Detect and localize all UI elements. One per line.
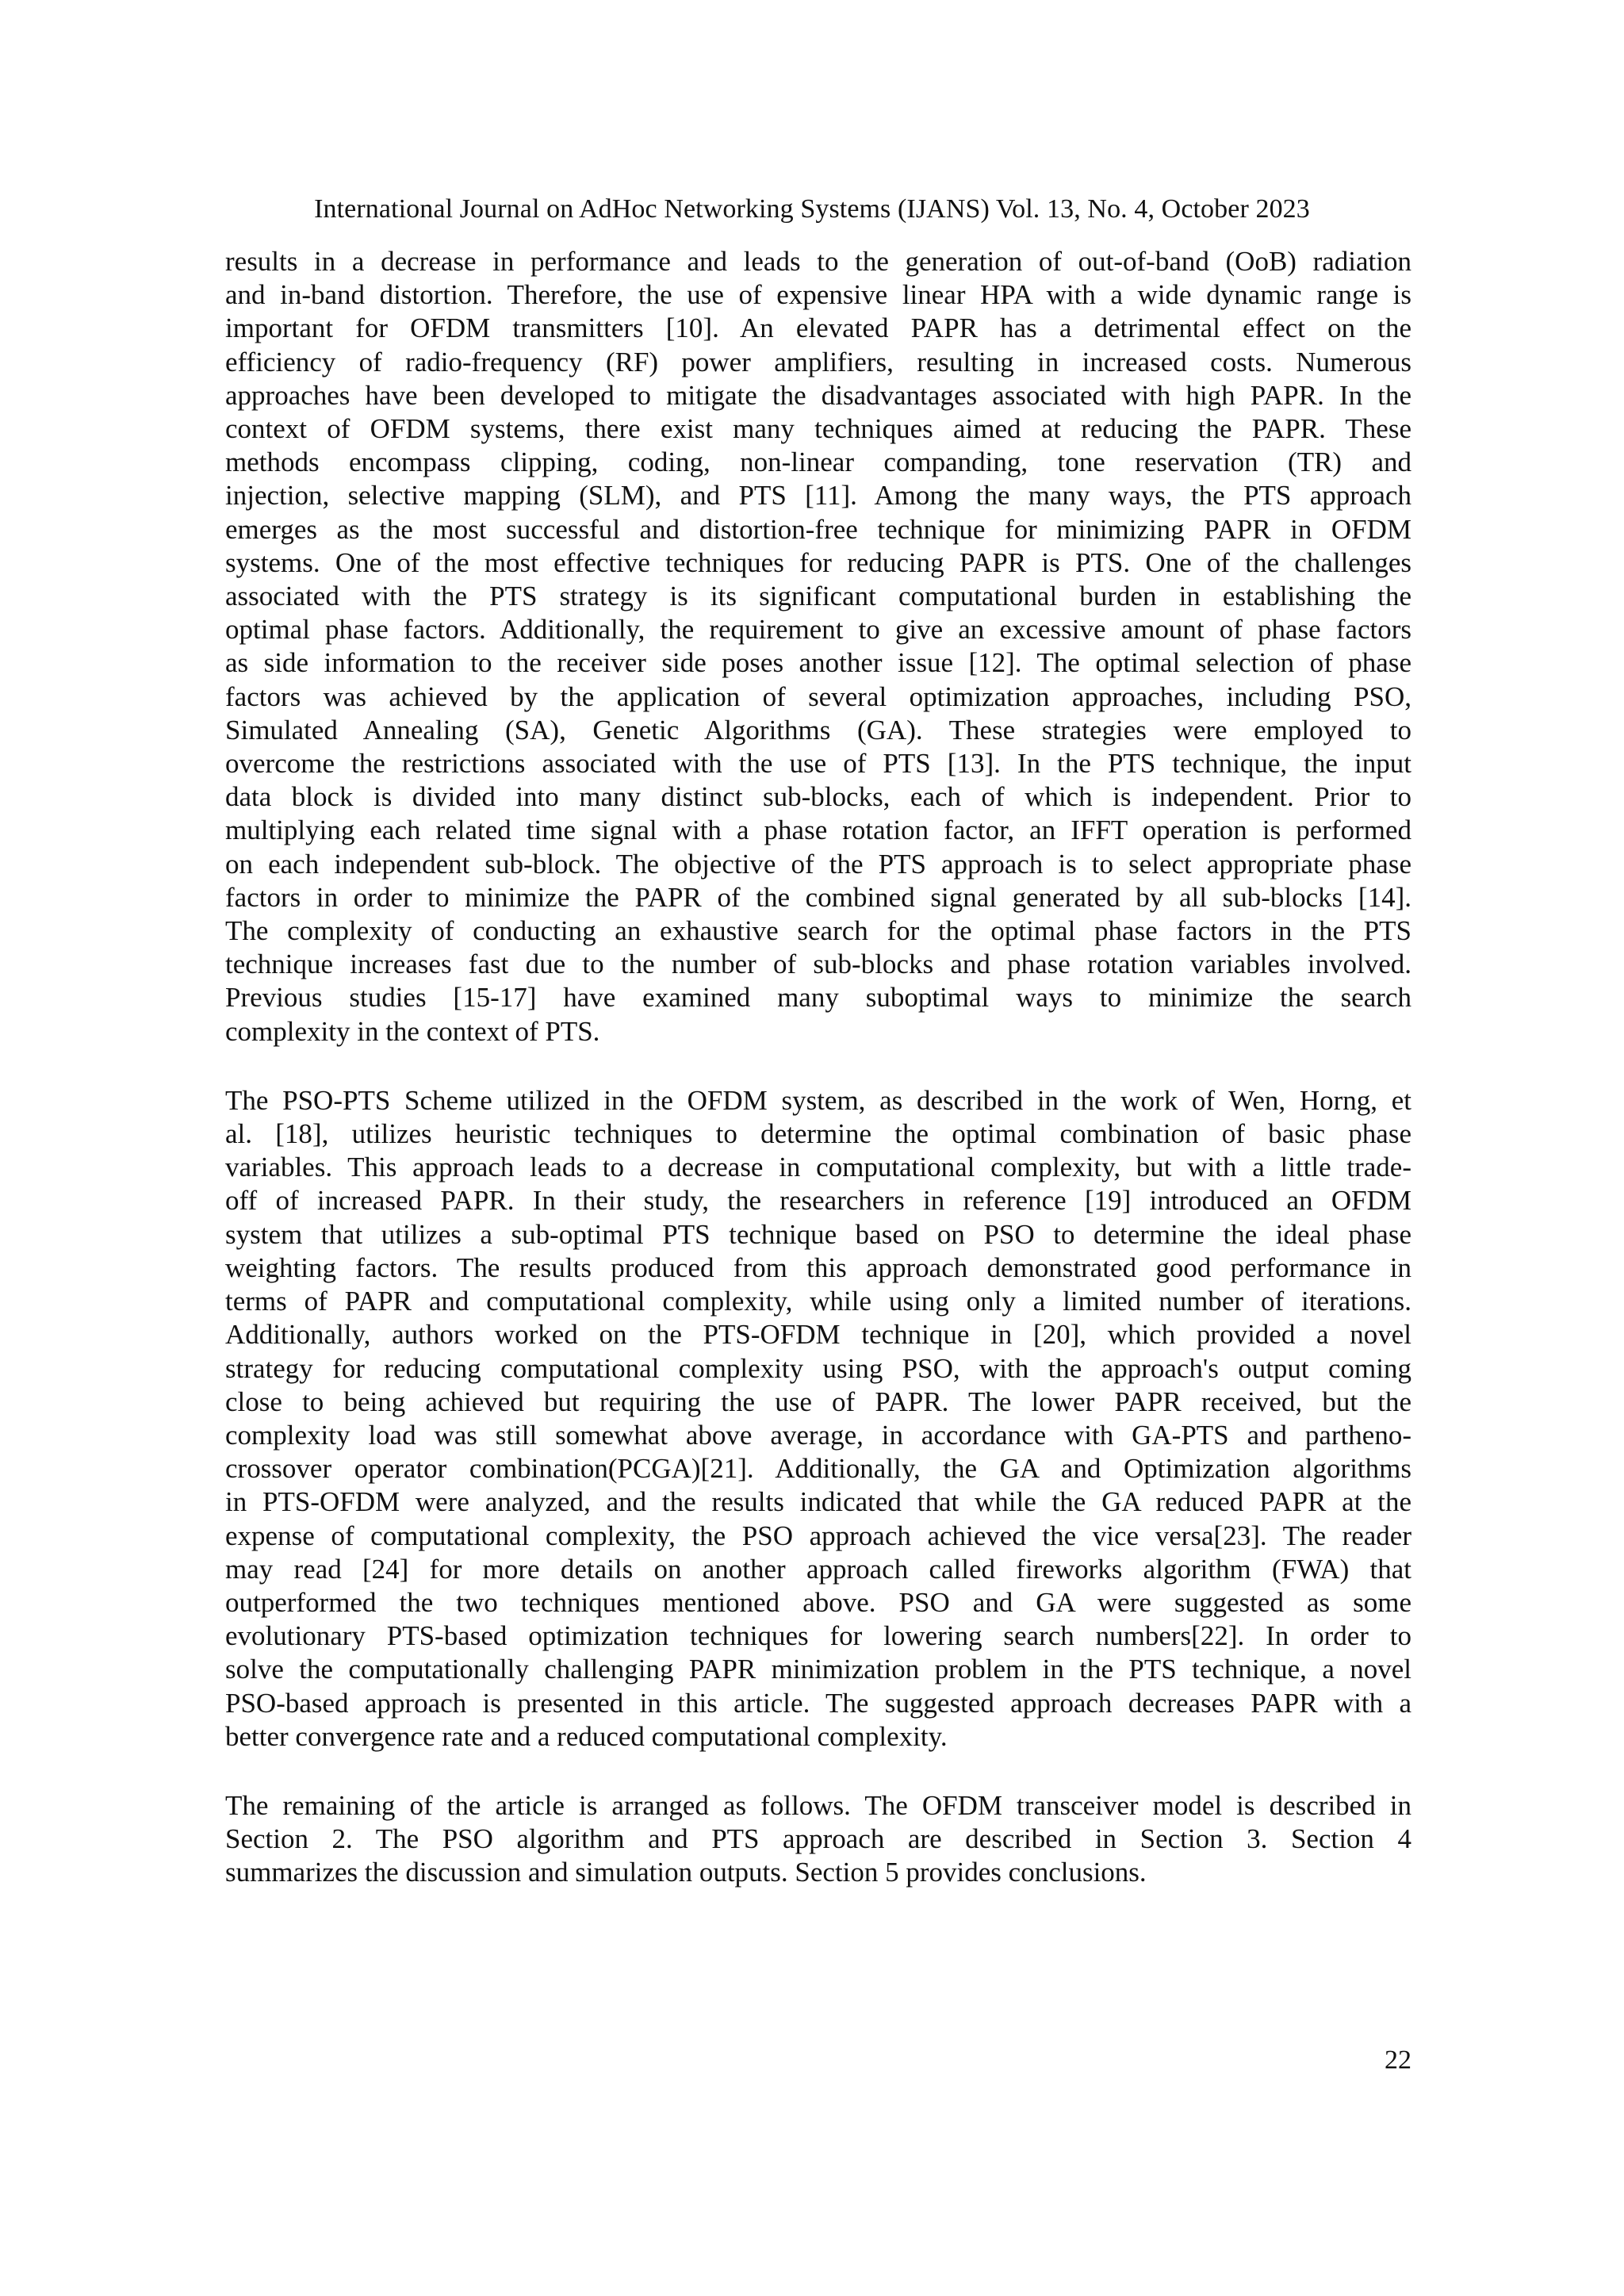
text-line: al. [18], utilizes heuristic techniques to determine the optimal combination of basic phase — [225, 1118, 1411, 1150]
text-line: The remaining of the article is arranged as follows. The OFDM transceiver model is described in — [225, 1789, 1411, 1821]
text-line: Additionally, authors worked on the PTS-OFDM technique in [20], which provided a novel — [225, 1319, 1411, 1351]
text-line: overcome the restrictions associated with the use of PTS [13]. In the PTS technique, the input — [225, 748, 1411, 780]
text-line: optimal phase factors. Additionally, the requirement to give an excessive amount of phase factors — [225, 614, 1411, 646]
text-line: close to being achieved but requiring the use of PAPR. The lower PAPR received, but the — [225, 1386, 1411, 1417]
text-line: weighting factors. The results produced from this approach demonstrated good performance in — [225, 1251, 1411, 1283]
text-line: important for OFDM transmitters [10]. An elevated PAPR has a detrimental effect on the — [225, 312, 1411, 344]
text-line: on each independent sub-block. The objective of the PTS approach is to select appropriate phase — [225, 848, 1411, 880]
text-line: Section 2. The PSO algorithm and PTS approach are described in Section 3. Section 4 — [225, 1823, 1411, 1855]
text-line: methods encompass clipping, coding, non-linear companding, tone reservation (TR) and — [225, 447, 1411, 478]
text-line: in PTS-OFDM were analyzed, and the results indicated that while the GA reduced PAPR at the — [225, 1486, 1411, 1518]
text-line: system that utilizes a sub-optimal PTS technique based on PSO to determine the ideal phase — [225, 1218, 1411, 1250]
text-line: associated with the PTS strategy is its significant computational burden in establishing the — [225, 581, 1411, 612]
text-line: off of increased PAPR. In their study, the researchers in reference [19] introduced an OFDM — [225, 1185, 1411, 1217]
text-line: expense of computational complexity, the PSO approach achieved the vice versa[23]. The reader — [225, 1520, 1411, 1551]
text-line: Simulated Annealing (SA), Genetic Algorithms (GA). These strategies were employed to — [225, 714, 1411, 746]
text-line: crossover operator combination(PCGA)[21]. Additionally, the GA and Optimization algorithms — [225, 1453, 1411, 1485]
paragraph-ptsr-background — [225, 245, 1411, 1048]
article-body — [225, 245, 1411, 1890]
running-header: International Journal on AdHoc Networking Systems (IJANS) Vol. 13, No. 4, October 2023 — [314, 194, 1310, 224]
text-line: data block is divided into many distinct sub-blocks, each of which is independent. Prior to — [225, 781, 1411, 813]
text-line: solve the computationally challenging PAPR minimization problem in the PTS technique, a novel — [225, 1654, 1411, 1685]
paragraph-article-outline — [225, 1789, 1411, 1890]
paragraph-related-work — [225, 1084, 1411, 1754]
text-line: Previous studies [15-17] have examined many suboptimal ways to minimize the search — [225, 982, 1411, 1014]
text-line: complexity load was still somewhat above average, in accordance with GA-PTS and partheno- — [225, 1419, 1411, 1451]
text-line: factors was achieved by the application of several optimization approaches, including PSO, — [225, 680, 1411, 712]
text-line: terms of PAPR and computational complexity, while using only a limited number of iterations. — [225, 1286, 1411, 1317]
text-line: may read [24] for more details on another approach called fireworks algorithm (FWA) that — [225, 1553, 1411, 1585]
text-line: better convergence rate and a reduced computational complexity. — [225, 1720, 948, 1752]
text-line: and in-band distortion. Therefore, the use of expensive linear HPA with a wide dynamic range is — [225, 279, 1411, 311]
text-line: outperformed the two techniques mentioned above. PSO and GA were suggested as some — [225, 1586, 1411, 1618]
text-line: as side information to the receiver side poses another issue [12]. The optimal selection of phase — [225, 647, 1411, 679]
text-line: approaches have been developed to mitigate the disadvantages associated with high PAPR. In the — [225, 379, 1411, 411]
page-number: 22 — [1385, 2045, 1411, 2075]
paragraph-spacer — [225, 1754, 1411, 1789]
text-line: summarizes the discussion and simulation outputs. Section 5 provides conclusions. — [225, 1857, 1147, 1888]
text-line: evolutionary PTS-based optimization techniques for lowering search numbers[22]. In order to — [225, 1620, 1411, 1652]
text-line: factors in order to minimize the PAPR of the combined signal generated by all sub-blocks [14]. — [225, 881, 1411, 913]
text-line: variables. This approach leads to a decrease in computational complexity, but with a little trade- — [225, 1152, 1411, 1183]
text-line: results in a decrease in performance and leads to the generation of out-of-band (OoB) radiation — [225, 246, 1411, 277]
text-line: The complexity of conducting an exhaustive search for the optimal phase factors in the PTS — [225, 915, 1411, 947]
text-line: strategy for reducing computational complexity using PSO, with the approach's output coming — [225, 1352, 1411, 1384]
text-line: systems. One of the most effective techniques for reducing PAPR is PTS. One of the challenges — [225, 546, 1411, 578]
text-line: complexity in the context of PTS. — [225, 1015, 600, 1047]
text-line: technique increases fast due to the number of sub-blocks and phase rotation variables involved. — [225, 949, 1411, 980]
text-line: The PSO-PTS Scheme utilized in the OFDM system, as described in the work of Wen, Horng, et — [225, 1084, 1411, 1116]
text-line: injection, selective mapping (SLM), and PTS [11]. Among the many ways, the PTS approach — [225, 480, 1411, 512]
paragraph-spacer — [225, 1048, 1411, 1084]
text-line: multiplying each related time signal with a phase rotation factor, an IFFT operation is performed — [225, 815, 1411, 846]
text-line: PSO-based approach is presented in this article. The suggested approach decreases PAPR with a — [225, 1687, 1411, 1719]
text-line: emerges as the most successful and distortion-free technique for minimizing PAPR in OFDM — [225, 513, 1411, 545]
text-line: efficiency of radio-frequency (RF) power amplifiers, resulting in increased costs. Numerous — [225, 346, 1411, 378]
text-line: context of OFDM systems, there exist many techniques aimed at reducing the PAPR. These — [225, 413, 1411, 445]
